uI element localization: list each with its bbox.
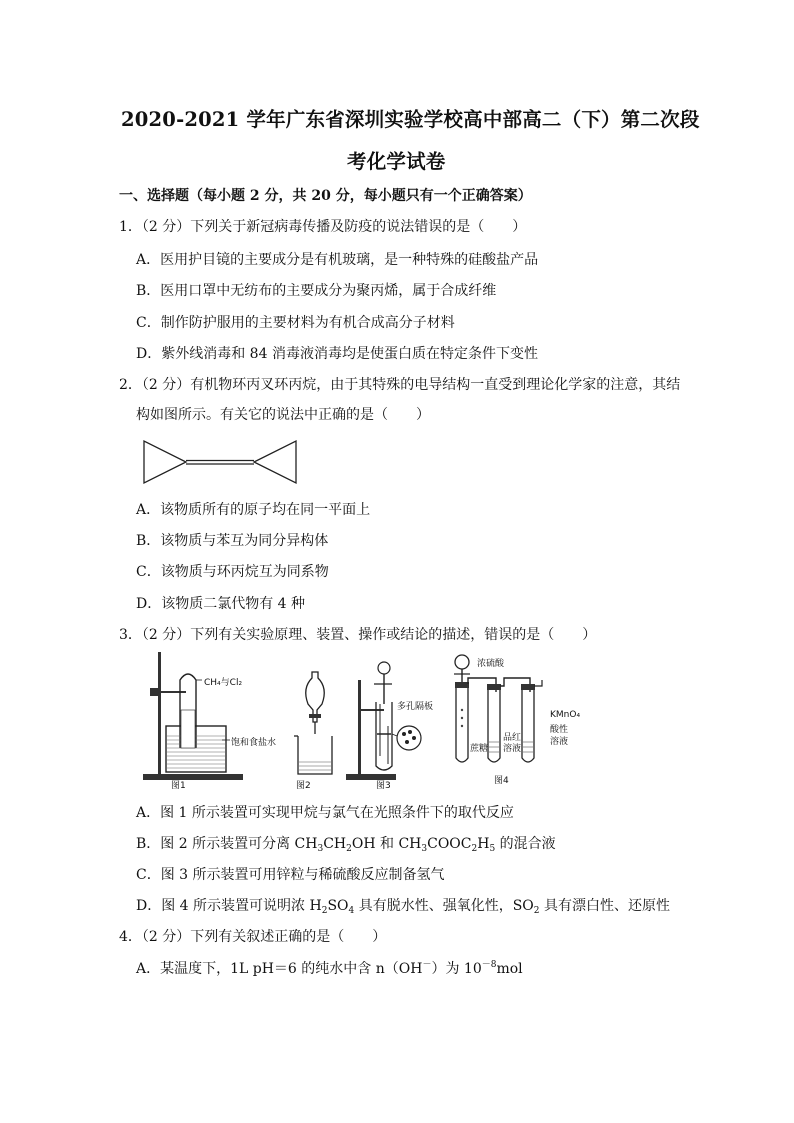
figure-1-apparatus	[138, 650, 250, 790]
figure-4-solution-label: 溶液	[550, 737, 569, 747]
figure-3-label: 多孔隔板	[397, 702, 434, 712]
question-1-option-b: B．医用口罩中无纺布的主要成分为聚丙烯，属于合成纤维	[136, 283, 497, 299]
figure-3-caption: 图3	[376, 781, 391, 791]
page-title-line1: 2020-2021 学年广东省深圳实验学校高中部高二（下）第二次段	[121, 108, 700, 131]
question-3-option-c: C．图 3 所示装置可用锌粒与稀硫酸反应制备氢气	[136, 867, 445, 883]
question-3-option-d: D．图 4 所示装置可说明浓 $H_2SO_4$ 具有脱水性、强氧化性，$SO_2$ 具有漂白性、还原性	[136, 898, 670, 916]
figure-2-caption: 图2	[296, 781, 311, 791]
figure-4-caption: 图4	[494, 776, 509, 786]
question-1-option-d: D．紫外线消毒和 84 消毒液消毒均是使蛋白质在特定条件下变性	[136, 346, 538, 362]
figure-1-gas-label: CH₄与Cl₂	[204, 678, 243, 688]
question-2-option-b: B．该物质与苯互为同分异构体	[136, 533, 329, 549]
figure-1-caption: 图1	[171, 781, 186, 791]
question-1-option-c: C．制作防护服用的主要材料为有机合成高分子材料	[136, 315, 455, 331]
question-2-option-c: C．该物质与环丙烷互为同系物	[136, 564, 329, 580]
question-2-stem-line2: 构如图所示。有关它的说法中正确的是（ ）	[136, 407, 430, 423]
figure-4-acid-label: 酸性	[550, 725, 569, 735]
question-1-option-a: A．医用护目镜的主要成分是有机玻璃，是一种特殊的硅酸盐产品	[136, 252, 539, 268]
figure-2-apparatus	[292, 670, 337, 782]
question-1-stem: 1．（2 分）下列关于新冠病毒传播及防疫的说法错误的是（ ）	[119, 219, 527, 235]
question-3-option-a: A．图 1 所示装置可实现甲烷与氯气在光照条件下的取代反应	[136, 805, 514, 821]
cyclopropylidene-cyclopropane-structure	[140, 437, 300, 487]
figure-1-liquid-label: 饱和食盐水	[231, 738, 277, 748]
question-4-stem: 4．（2 分）下列有关叙述正确的是（ ）	[119, 929, 387, 945]
figure-4-kmno4-label: KMnO₄	[550, 710, 581, 720]
figure-4-bromine-label: 品红溶液	[503, 733, 522, 754]
page-title-line2: 考化学试卷	[347, 150, 446, 173]
question-3-option-b: B．图 2 所示装置可分离 $CH_3CH_2OH$ 和 $CH_3COOC_2H_5$ 的混合液	[136, 836, 556, 854]
figure-4-top-label: 浓硫酸	[477, 659, 505, 669]
question-2-stem-line1: 2．（2 分）有机物环丙叉环丙烷，由于其特殊的电导结构一直受到理论化学家的注意，其结	[119, 377, 681, 393]
question-2-option-a: A．该物质所有的原子均在同一平面上	[136, 502, 371, 518]
question-3-stem: 3．（2 分）下列有关实验原理、装置、操作或结论的描述，错误的是（ ）	[119, 627, 597, 643]
question-4-option-a: A．某温度下，1L pH＝6 的纯水中含 n（OH－）为 $10^{-8}mol$	[136, 960, 523, 977]
question-2-option-d: D．该物质二氯代物有 4 种	[136, 596, 306, 612]
figure-3-apparatus	[344, 656, 424, 784]
figure-4-sucrose-label: 蔗糖	[470, 744, 489, 754]
section-heading: 一、选择题（每小题 2 分，共 20 分，每小题只有一个正确答案）	[119, 188, 532, 204]
